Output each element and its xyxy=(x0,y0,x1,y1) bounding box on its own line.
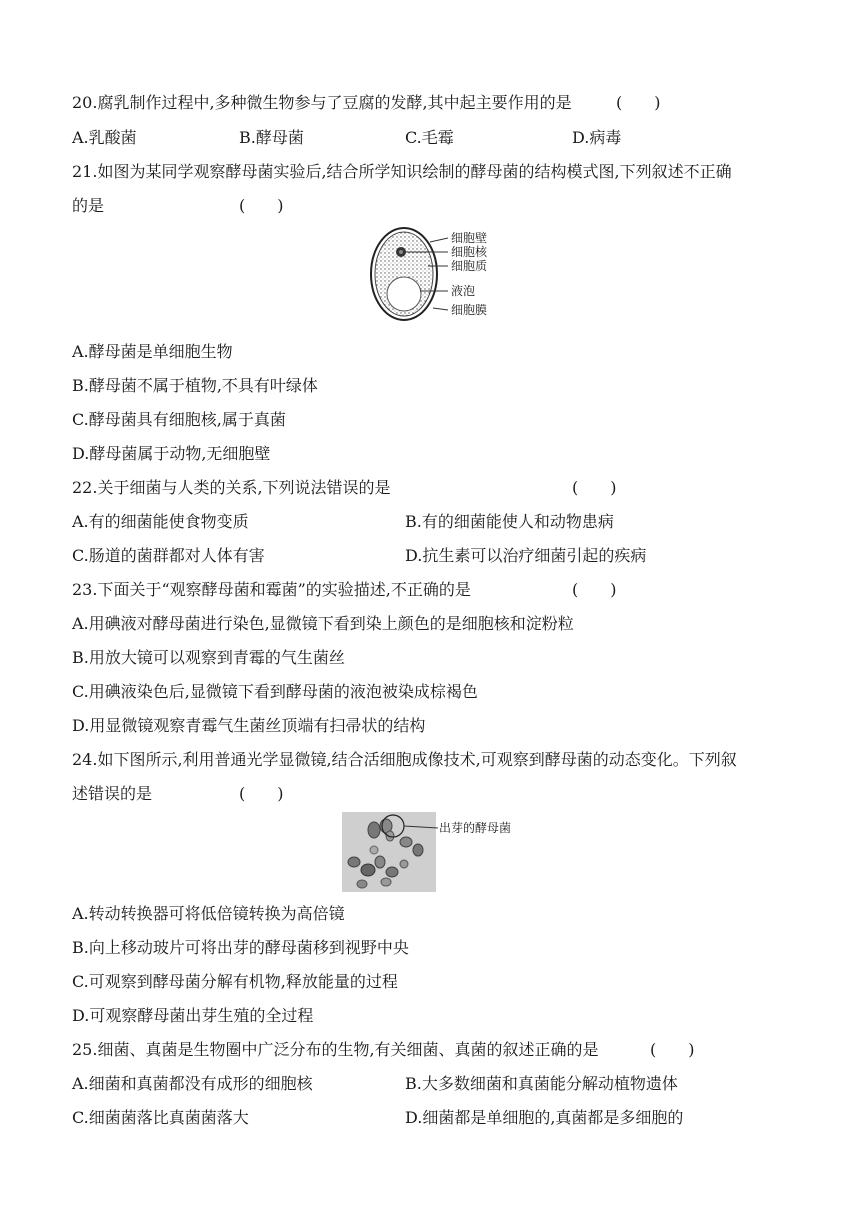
label-cell-membrane: 细胞膜 xyxy=(451,303,488,317)
q24-option-d: D.可观察酵母菌出芽生殖的全过程 xyxy=(72,1006,314,1025)
q22-answer-paren: ( ) xyxy=(572,478,617,497)
q25-option-d: D.细菌都是单细胞的,真菌都是多细胞的 xyxy=(405,1108,684,1127)
label-budding-yeast: 出芽的酵母菌 xyxy=(439,821,512,835)
label-vacuole: 液泡 xyxy=(451,284,476,298)
q22-option-b: B.有的细菌能使人和动物患病 xyxy=(405,512,614,531)
q24-option-b: B.向上移动玻片可将出芽的酵母菌移到视野中央 xyxy=(72,938,409,957)
q23-option-c: C.用碘液染色后,显微镜下看到酵母菌的液泡被染成棕褐色 xyxy=(72,682,478,701)
q20-option-d: D.病毒 xyxy=(572,128,622,147)
q23-stem: 23.下面关于“观察酵母菌和霉菌”的实验描述,不正确的是 xyxy=(72,580,471,599)
q24-option-a: A.转动转换器可将低倍镜转换为高倍镜 xyxy=(72,904,345,923)
q20-option-a: A.乳酸菌 xyxy=(72,128,137,147)
q22-stem: 22.关于细菌与人类的关系,下列说法错误的是 xyxy=(72,478,391,497)
yeast-structure-figure xyxy=(368,224,498,324)
q21-option-a: A.酵母菌是单细胞生物 xyxy=(72,342,233,361)
q22-option-d: D.抗生素可以治疗细菌引起的疾病 xyxy=(405,546,647,565)
q25-stem: 25.细菌、真菌是生物圈中广泛分布的生物,有关细菌、真菌的叙述正确的是 xyxy=(72,1040,599,1059)
q20-option-b: B.酵母菌 xyxy=(239,128,304,147)
q24-option-c: C.可观察到酵母菌分解有机物,释放能量的过程 xyxy=(72,972,398,991)
q25-option-b: B.大多数细菌和真菌能分解动植物遗体 xyxy=(405,1074,678,1093)
q25-option-a: A.细菌和真菌都没有成形的细胞核 xyxy=(72,1074,313,1093)
q21-option-d: D.酵母菌属于动物,无细胞壁 xyxy=(72,444,271,463)
q21-option-b: B.酵母菌不属于植物,不具有叶绿体 xyxy=(72,376,318,395)
q21-option-c: C.酵母菌具有细胞核,属于真菌 xyxy=(72,410,286,429)
q20-stem: 20.腐乳制作过程中,多种微生物参与了豆腐的发酵,其中起主要作用的是 xyxy=(72,93,572,112)
label-nucleus: 细胞核 xyxy=(451,245,488,259)
q20-answer-paren: ( ) xyxy=(616,93,661,112)
q22-option-a: A.有的细菌能使食物变质 xyxy=(72,512,249,531)
q23-option-a: A.用碘液对酵母菌进行染色,显微镜下看到染上颜色的是细胞核和淀粉粒 xyxy=(72,614,574,633)
q25-answer-paren: ( ) xyxy=(650,1040,695,1059)
label-cell-wall: 细胞壁 xyxy=(451,231,488,245)
q24-stem-line1: 24.如下图所示,利用普通光学显微镜,结合活细胞成像技术,可观察到酵母菌的动态变化。下列叙 xyxy=(72,750,737,769)
q25-option-c: C.细菌菌落比真菌菌落大 xyxy=(72,1108,249,1127)
label-cytoplasm: 细胞质 xyxy=(451,259,488,273)
q21-stem-line2: 的是 xyxy=(72,196,105,215)
q23-option-b: B.用放大镜可以观察到青霉的气生菌丝 xyxy=(72,648,345,667)
q23-option-d: D.用显微镜观察青霉气生菌丝顶端有扫帚状的结构 xyxy=(72,716,426,735)
q23-answer-paren: ( ) xyxy=(572,580,617,599)
budding-yeast-micrograph xyxy=(342,812,532,892)
q24-answer-paren: ( ) xyxy=(239,784,284,803)
q24-stem-line2: 述错误的是 xyxy=(72,784,153,803)
q20-option-c: C.毛霉 xyxy=(405,128,454,147)
q22-option-c: C.肠道的菌群都对人体有害 xyxy=(72,546,265,565)
q21-answer-paren: ( ) xyxy=(239,196,284,215)
q21-stem-line1: 21.如图为某同学观察酵母菌实验后,结合所学知识绘制的酵母菌的结构模式图,下列叙述不正确 xyxy=(72,162,732,181)
